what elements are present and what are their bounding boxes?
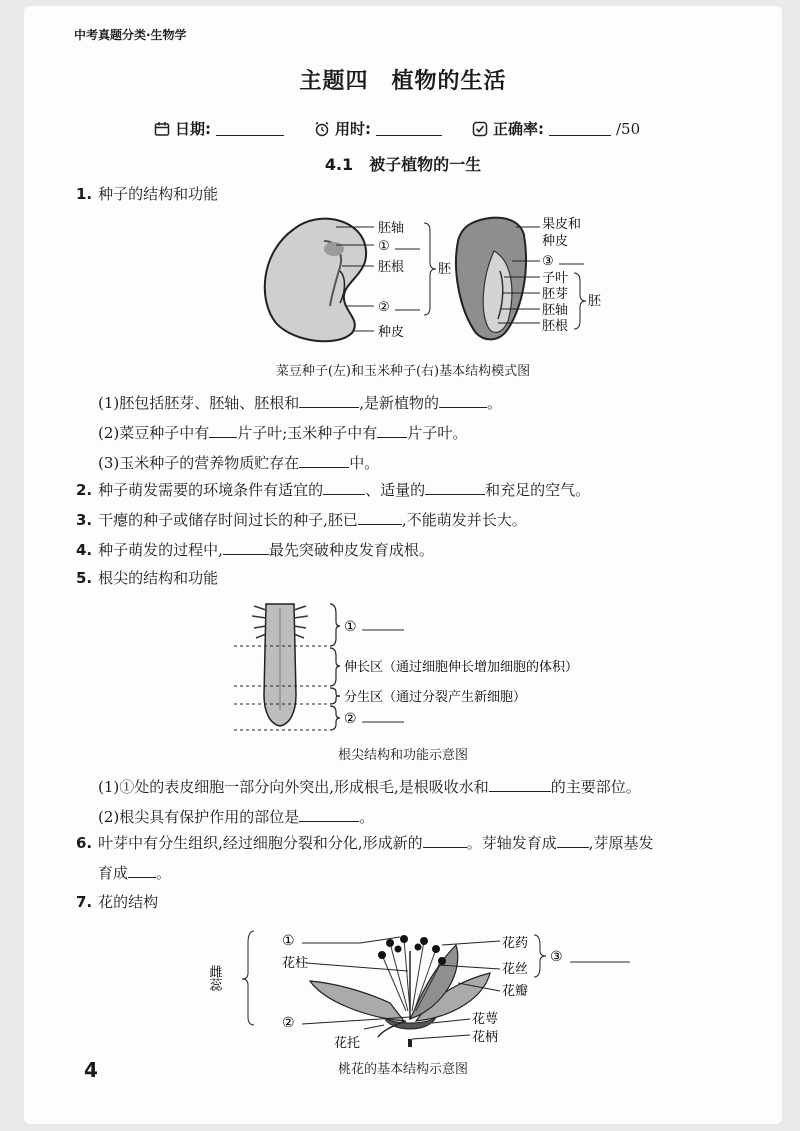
- bean-bracket-label: 胚: [438, 262, 452, 277]
- corn-seed-drawing: [456, 218, 526, 340]
- date-blank[interactable]: [216, 122, 284, 136]
- flower-label-petal: 花瓣: [502, 984, 529, 999]
- root-label-2: ②: [344, 711, 357, 727]
- time-blank[interactable]: [376, 122, 442, 136]
- corn-label-3: ③: [542, 254, 554, 269]
- bean-label-embryo-axis: 胚轴: [378, 221, 405, 236]
- question-5: 5. 根尖的结构和功能: [76, 569, 219, 587]
- answer-blank[interactable]: [323, 481, 365, 495]
- date-field[interactable]: [154, 118, 284, 139]
- root-label-elongation: 伸长区（通过细胞伸长增加细胞的体积）: [344, 660, 579, 675]
- question-7: 7. 花的结构: [76, 893, 159, 911]
- answer-blank[interactable]: [223, 541, 269, 555]
- answer-blank[interactable]: [209, 424, 237, 438]
- flower-label-sepal: 花萼: [472, 1012, 499, 1027]
- question-number: 1.: [76, 185, 93, 203]
- flower-label-pedicel: 花柄: [472, 1030, 499, 1045]
- date-label: 日期:: [175, 120, 211, 138]
- answer-blank[interactable]: [299, 808, 359, 822]
- bean-label-2: ②: [378, 300, 390, 315]
- alarm-clock-icon: [314, 121, 330, 137]
- root-tip-drawing: [252, 604, 308, 726]
- answer-blank[interactable]: [489, 778, 551, 792]
- corn-bracket-label: 胚: [588, 294, 602, 309]
- flower-figure-caption: 桃花的基本结构示意图: [337, 1062, 468, 1077]
- flower-drawing: [310, 935, 490, 1047]
- flower-label-1: ①: [282, 933, 295, 949]
- question-6-continued: 育成 。: [98, 864, 172, 882]
- corn-label-plumule: 胚芽: [542, 287, 569, 302]
- answer-blank[interactable]: [128, 864, 156, 878]
- question-text: 种子的结构和功能: [98, 185, 219, 203]
- answer-blank[interactable]: [377, 424, 407, 438]
- q1-sub-1: (1)胚包括胚芽、胚轴、胚根和 ,是新植物的 。: [98, 394, 503, 412]
- workbook-page: [24, 6, 782, 1124]
- bean-label-seed-coat: 种皮: [378, 325, 405, 340]
- answer-blank[interactable]: [557, 834, 589, 848]
- question-2: 2. 种子萌发需要的环境条件有适宜的 、适量的 和充足的空气。: [76, 481, 591, 499]
- checkbox-check-icon: [472, 121, 488, 137]
- question-1: [76, 184, 218, 204]
- answer-blank[interactable]: [299, 454, 349, 468]
- q5-sub-1: (1)①处的表皮细胞一部分向外突出,形成根毛,是根吸收水和 的主要部位。: [98, 778, 641, 796]
- calendar-icon: [154, 121, 170, 137]
- q5-sub-2: (2)根尖具有保护作用的部位是 。: [98, 808, 375, 826]
- seed-diagram: [254, 211, 604, 346]
- corn-label-embryo-axis: 胚轴: [542, 303, 569, 318]
- answer-blank[interactable]: [423, 834, 467, 848]
- accuracy-field[interactable]: [472, 118, 640, 139]
- accuracy-blank[interactable]: [549, 122, 611, 136]
- flower-label-2: ②: [282, 1015, 295, 1031]
- accuracy-total: /50: [616, 119, 641, 138]
- flower-label-pistil: 雌蕊: [206, 965, 222, 991]
- root-label-meristem: 分生区（通过分裂产生新细胞）: [344, 690, 527, 705]
- corn-label-pericarp: 果皮和: [542, 217, 582, 232]
- header-label: 中考真题分类·生物学: [74, 28, 187, 42]
- bean-label-1: ①: [378, 239, 390, 254]
- time-label: 用时:: [335, 120, 371, 138]
- flower-label-receptacle: 花托: [334, 1036, 361, 1051]
- bean-seed-drawing: [265, 219, 366, 342]
- flower-diagram: [206, 921, 644, 1051]
- answer-blank[interactable]: [358, 511, 402, 525]
- root-figure-caption: 根尖结构和功能示意图: [337, 748, 468, 763]
- time-field[interactable]: [314, 118, 442, 139]
- q1-sub-2: (2)菜豆种子中有 片子叶;玉米种子中有 片子叶。: [98, 424, 468, 442]
- answer-blank[interactable]: [439, 394, 487, 408]
- corn-label-cotyledon: 子叶: [542, 271, 569, 286]
- corn-label-radicle: 胚根: [542, 319, 569, 334]
- question-4: 4. 种子萌发的过程中, 最先突破种皮发育成根。: [76, 541, 434, 559]
- bean-label-radicle: 胚根: [378, 260, 405, 275]
- flower-label-filament: 花丝: [502, 962, 529, 977]
- seed-figure-caption: 菜豆种子(左)和玉米种子(右)基本结构模式图: [275, 364, 531, 379]
- question-6: 6. 叶芽中有分生组织,经过细胞分裂和分化,形成新的 。芽轴发育成 ,芽原基发: [76, 834, 654, 852]
- question-3: 3. 干瘪的种子或储存时间过长的种子,胚已 ,不能萌发并长大。: [76, 511, 527, 529]
- section-title: 4.1 被子植物的一生: [324, 155, 482, 174]
- root-tip-diagram: [234, 600, 634, 735]
- page-title: 主题四 植物的生活: [299, 69, 507, 94]
- q1-sub-3: (3)玉米种子的营养物质贮存在 中。: [98, 454, 380, 472]
- answer-blank[interactable]: [425, 481, 485, 495]
- flower-bracket-3: ③: [550, 949, 563, 965]
- page-number: 4: [84, 1058, 98, 1082]
- meta-row: [154, 118, 640, 139]
- accuracy-label: 正确率:: [493, 120, 544, 138]
- corn-label-seed-coat: 种皮: [542, 234, 569, 249]
- flower-label-style: 花柱: [282, 956, 309, 971]
- answer-blank[interactable]: [299, 394, 359, 408]
- root-label-1: ①: [344, 619, 357, 635]
- flower-label-anther: 花药: [502, 936, 529, 951]
